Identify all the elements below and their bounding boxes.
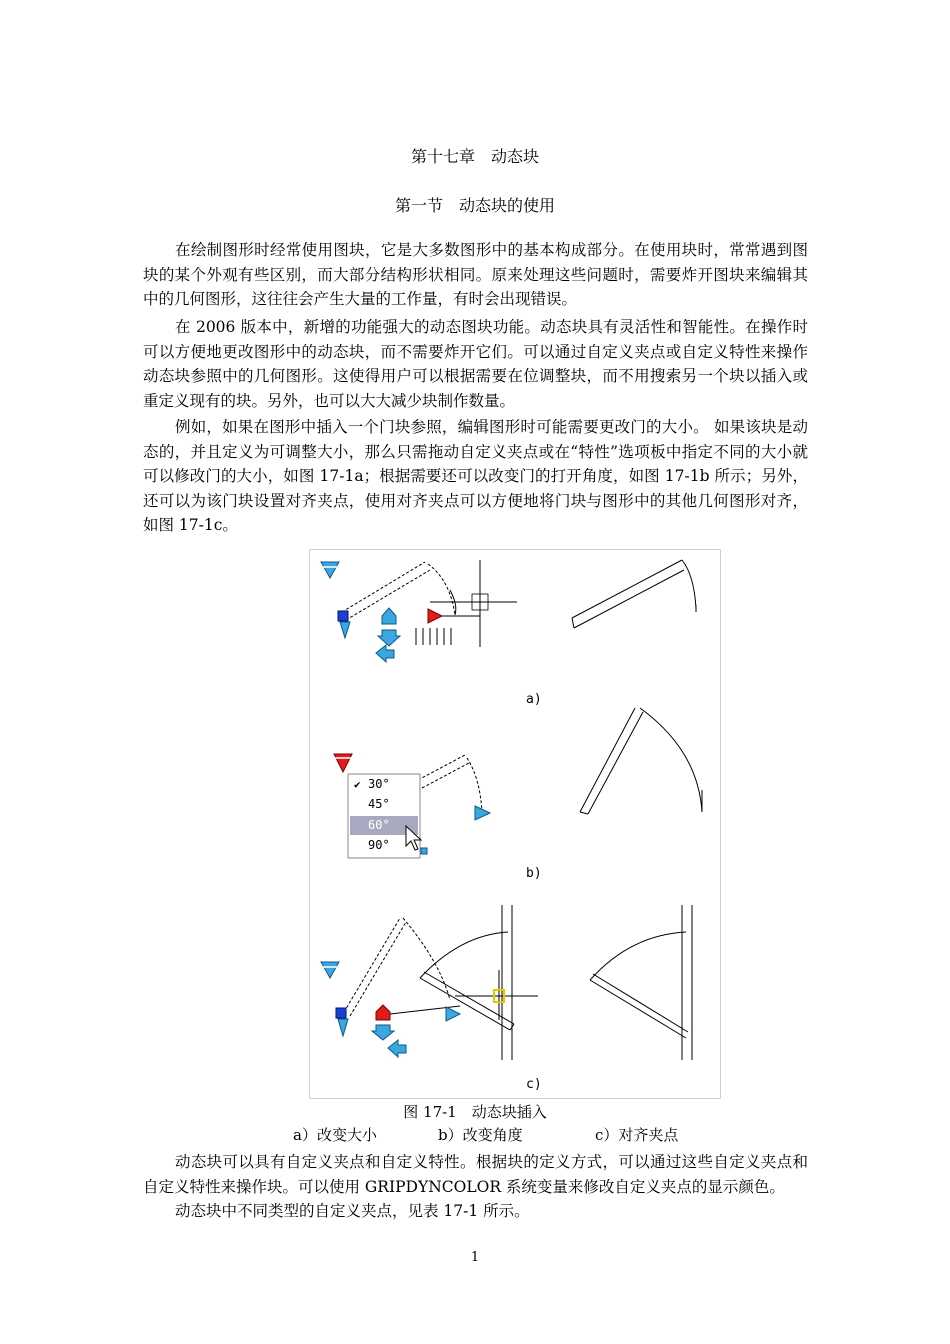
- angle-option-45[interactable]: 45°: [368, 797, 390, 811]
- panel-b: [334, 708, 702, 881]
- label-c: c): [526, 1077, 542, 1092]
- panel-a: [321, 560, 696, 707]
- lookup-grip-icon-c: [321, 962, 339, 978]
- paragraph-3: 例如，如果在图形中插入一个门块参照，编辑图形时可能需要更改门的大小。 如果该块是动态的，并且定义为可调整大小，那么只需拖动自定义夹点或在“特性”选项板中指定不同的大小就可以修改门的大小，如图 17-1a；根据需要还可以改变门的打开角度，如图 17-1b 所示；另外，还可以为该门块设置对齐夹点，使用对齐夹点可以方便地将门块与图形中的其他几何图形对齐，如图 17-1c。: [143, 418, 808, 534]
- flip-grip-down-icon-c: [372, 1025, 394, 1040]
- flip-grip-down-icon: [378, 630, 400, 646]
- lookup-grip-active-icon: [334, 754, 352, 772]
- flip-grip-left-icon-c: [388, 1040, 406, 1057]
- subcaption-c: c）对齐夹点: [595, 1126, 679, 1144]
- subcaption-a: a）改变大小: [293, 1126, 377, 1144]
- figure-caption: 图 17-1 动态块插入: [403, 1103, 547, 1121]
- alignment-grip-active-icon: [376, 1005, 390, 1020]
- angle-option-90[interactable]: 90°: [368, 838, 390, 852]
- figure-17-1: [309, 549, 721, 1099]
- label-a: a): [526, 692, 542, 707]
- subcaption-b: b）改变角度: [438, 1126, 523, 1144]
- chapter-title: 第十七章 动态块: [410, 147, 539, 166]
- alignment-grip-icon: [382, 608, 396, 624]
- checkmark-icon: ✔: [354, 778, 361, 791]
- flip-grip-left-icon: [376, 645, 394, 662]
- section-title: 第一节 动态块的使用: [394, 196, 555, 215]
- base-grip-icon-c: [336, 1008, 346, 1018]
- stretch-grip-icon-c: [446, 1007, 460, 1021]
- paragraph-5: 动态块中不同类型的自定义夹点，见表 17-1 所示。: [175, 1202, 530, 1220]
- base-grip-icon: [338, 611, 348, 621]
- rotation-grip-icon: [475, 806, 490, 820]
- panel-c: [321, 905, 692, 1092]
- angle-option-60[interactable]: 60°: [368, 818, 390, 832]
- angle-option-30[interactable]: 30°: [368, 777, 390, 791]
- page-number: 1: [470, 1250, 480, 1265]
- paragraph-4: 动态块可以具有自定义夹点和自定义特性。根据块的定义方式，可以通过这些自定义夹点和自定义特性来操作块。可以使用 GRIPDYNCOLOR 系统变量来修改自定义夹点的显示颜色。: [143, 1153, 808, 1196]
- paragraph-1: 在绘制图形时经常使用图块，它是大多数图形中的基本构成部分。在使用块时，常常遇到图块的某个外观有些区别，而大部分结构形状相同。原来处理这些问题时，需要炸开图块来编辑其中的几何图形，这往往会产生大量的工作量，有时会出现错误。: [143, 241, 808, 308]
- figure-drawing: [310, 550, 720, 1098]
- stretch-grip-active-icon: [428, 609, 442, 623]
- paragraph-2: 在 2006 版本中，新增的功能强大的动态图块功能。动态块具有灵活性和智能性。在操作时可以方便地更改图形中的动态块，而不需要炸开它们。可以通过自定义夹点或自定义特性来操作动态块参照中的几何图形。这使得用户可以根据需要在位调整块，而不用搜索另一个块以插入或重定义现有的块。另外，也可以大大减少块制作数量。: [143, 318, 808, 410]
- lookup-grip-icon: [321, 562, 339, 578]
- label-b: b): [526, 866, 542, 881]
